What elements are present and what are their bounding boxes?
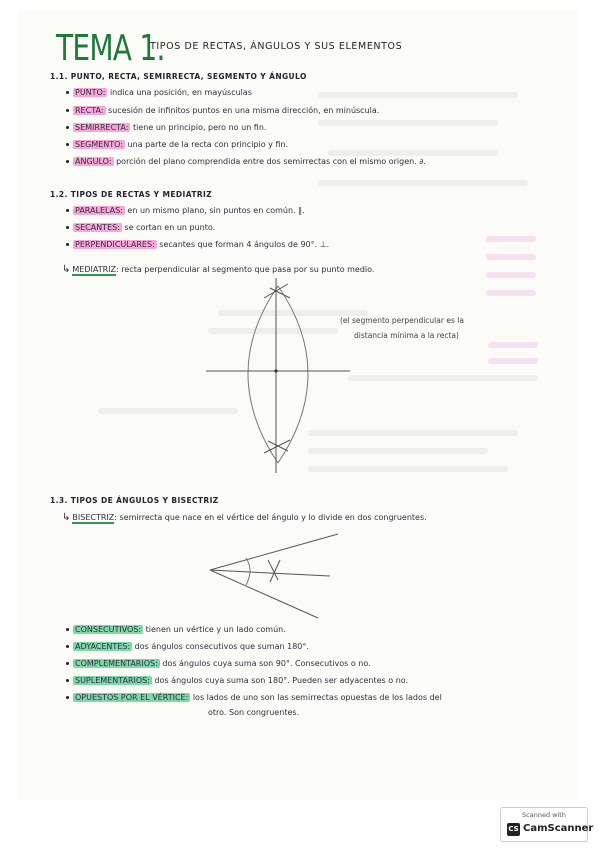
section-heading-1-1: 1.1. PUNTO, RECTA, SEMIRRECTA, SEGMENTO Y ÁNGULO [50,72,307,81]
arrow-icon: ↳ [62,264,71,275]
mediatriz-diagram [198,278,358,478]
list-item-continuation: otro. Son congruentes. [208,708,300,717]
list-item: PARALELAS: en un mismo plano, sin puntos en común. ∥. [66,206,305,215]
bisectriz-definition: ↳ BISECTRIZ: semirrecta que nace en el vértice del ángulo y lo divide en dos congruentes. [62,512,427,523]
list-item: PERPENDICULARES: secantes que forman 4 ángulos de 90°. ⊥. [66,240,329,249]
page-title: TEMA 1. [56,28,165,69]
scanned-with-label: Scanned with [522,811,566,819]
mediatriz-note-1: (el segmento perpendicular es la [340,316,464,325]
list-item: ÁNGULO: porción del plano comprendida entre dos semirrectas con el mismo origen. ∂. [66,157,426,166]
list-item: SUPLEMENTARIOS: dos ángulos cuya suma son 180°. Pueden ser adyacentes o no. [66,676,408,685]
camscanner-icon: CS [507,823,520,836]
list-item: PUNTO: indica una posición, en mayúsculas [66,88,252,97]
list-item: ADYACENTES: dos ángulos consecutivos que suman 180°. [66,642,309,651]
mediatriz-definition: ↳ MEDIATRIZ: recta perpendicular al segmento que pasa por su punto medio. [62,264,375,275]
section-heading-1-2: 1.2. TIPOS DE RECTAS Y MEDIATRIZ [50,190,213,199]
notebook-page [18,10,578,800]
page-subtitle: TIPOS DE RECTAS, ÁNGULOS Y SUS ELEMENTOS [150,41,403,52]
list-item: OPUESTOS POR EL VÉRTICE: los lados de uno son las semirrectas opuestas de los lados del [66,693,442,702]
list-item: SECANTES: se cortan en un punto. [66,223,215,232]
mediatriz-note-2: distancia mínima a la recta) [354,331,459,340]
section-heading-1-3: 1.3. TIPOS DE ÁNGULOS Y BISECTRIZ [50,496,219,505]
list-item: RECTA: sucesión de infinitos puntos en una misma dirección, en minúscula. [66,106,379,115]
list-item: SEMIRRECTA: tiene un principio, pero no un fin. [66,123,266,132]
arrow-icon: ↳ [62,512,71,523]
camscanner-watermark [500,807,594,842]
list-item: SEGMENTO: una parte de la recta con principio y fin. [66,140,288,149]
bisectriz-diagram [206,530,346,620]
list-item: COMPLEMENTARIOS: dos ángulos cuya suma son 90°. Consecutivos o no. [66,659,371,668]
list-item: CONSECUTIVOS: tienen un vértice y un lado común. [66,625,286,634]
camscanner-name: CamScanner [523,823,594,834]
